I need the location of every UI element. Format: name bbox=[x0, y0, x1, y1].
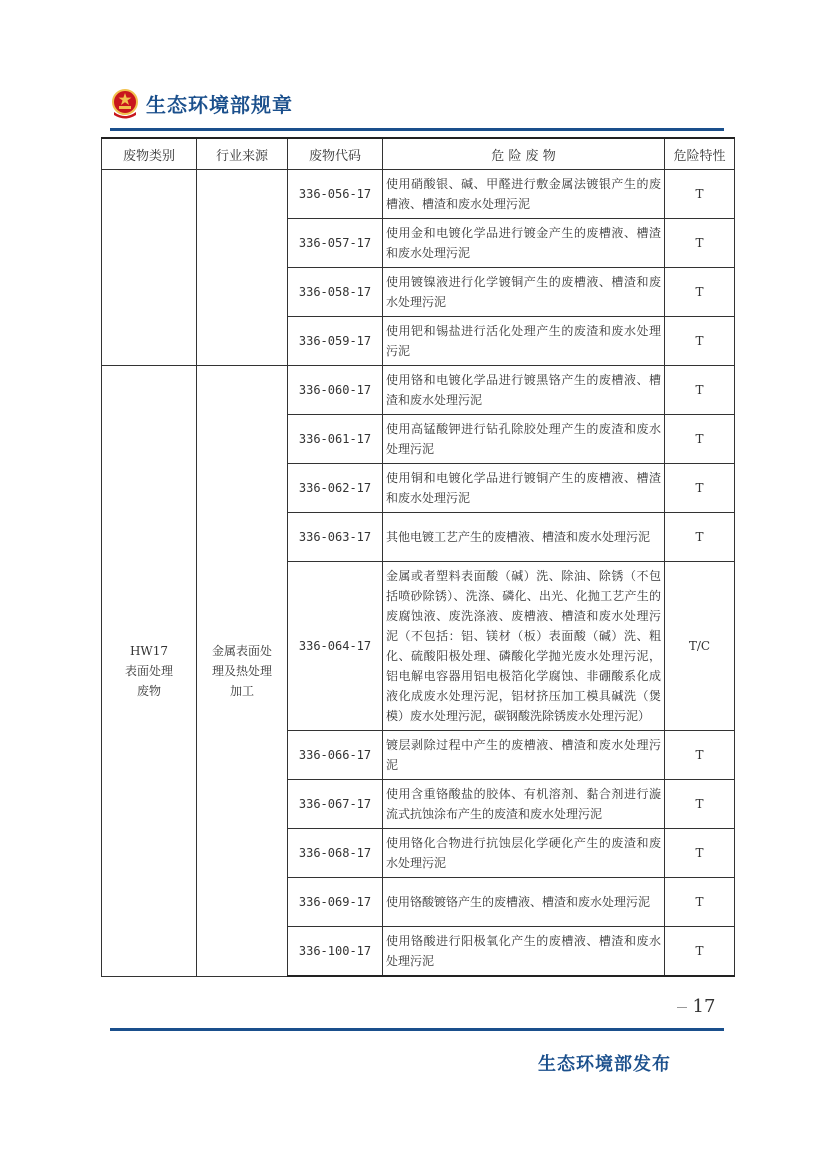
header-waste: 危 险 废 物 bbox=[383, 138, 665, 170]
header-rule bbox=[110, 128, 724, 131]
hazardous-waste-table bbox=[101, 137, 735, 977]
table-row bbox=[102, 366, 735, 415]
waste-code: 336-069-17 bbox=[288, 878, 383, 927]
footer-rule bbox=[110, 1028, 724, 1031]
hazard-property: T bbox=[665, 731, 735, 780]
hazard-property: T bbox=[665, 464, 735, 513]
hazard-property: T bbox=[665, 927, 735, 977]
waste-description: 使用铜和电镀化学品进行镀铜产生的废槽液、槽渣和废水处理污泥 bbox=[383, 464, 665, 513]
waste-description: 使用铬酸镀铬产生的废槽液、槽渣和废水处理污泥 bbox=[383, 878, 665, 927]
waste-code: 336-058-17 bbox=[288, 268, 383, 317]
waste-code: 336-057-17 bbox=[288, 219, 383, 268]
hazard-property: T bbox=[665, 170, 735, 219]
waste-code: 336-068-17 bbox=[288, 829, 383, 878]
waste-description: 使用钯和锡盐进行活化处理产生的废渣和废水处理污泥 bbox=[383, 317, 665, 366]
category-name-cont: 废物 bbox=[136, 683, 161, 698]
hazard-property: T bbox=[665, 878, 735, 927]
waste-description: 使用高锰酸钾进行钻孔除胶处理产生的废渣和废水处理污泥 bbox=[383, 415, 665, 464]
source-line: 加工 bbox=[229, 683, 254, 698]
hazard-property: T bbox=[665, 415, 735, 464]
waste-description: 镀层剥除过程中产生的废槽液、槽渣和废水处理污泥 bbox=[383, 731, 665, 780]
header-code: 废物代码 bbox=[288, 138, 383, 170]
waste-code: 336-100-17 bbox=[288, 927, 383, 977]
waste-description: 使用硝酸银、碱、甲醛进行敷金属法镀银产生的废槽液、槽渣和废水处理污泥 bbox=[383, 170, 665, 219]
waste-code: 336-062-17 bbox=[288, 464, 383, 513]
waste-description: 使用铬和电镀化学品进行镀黑铬产生的废槽液、槽渣和废水处理污泥 bbox=[383, 366, 665, 415]
footer-publisher: 生态环境部发布 bbox=[538, 1054, 671, 1075]
header-hazard: 危险特性 bbox=[665, 138, 735, 170]
waste-description: 使用含重铬酸盐的胶体、有机溶剂、黏合剂进行漩流式抗蚀涂布产生的废渣和废水处理污泥 bbox=[383, 780, 665, 829]
table-row bbox=[102, 170, 735, 219]
hazard-property: T bbox=[665, 366, 735, 415]
waste-code: 336-060-17 bbox=[288, 366, 383, 415]
waste-description: 使用镀镍液进行化学镀铜产生的废槽液、槽渣和废水处理污泥 bbox=[383, 268, 665, 317]
category-name: 表面处理 bbox=[124, 663, 173, 678]
waste-code: 336-067-17 bbox=[288, 780, 383, 829]
waste-category-cell bbox=[102, 366, 197, 977]
table-header-row bbox=[102, 138, 735, 170]
waste-code: 336-066-17 bbox=[288, 731, 383, 780]
hazard-property: T bbox=[665, 219, 735, 268]
waste-code: 336-064-17 bbox=[288, 562, 383, 731]
header-title: 生态环境部规章 bbox=[146, 93, 293, 117]
source-line: 理及热处理 bbox=[211, 663, 272, 678]
hazard-property: T bbox=[665, 268, 735, 317]
hazard-property: T bbox=[665, 317, 735, 366]
header-category: 废物类别 bbox=[102, 138, 197, 170]
waste-description: 使用金和电镀化学品进行镀金产生的废槽液、槽渣和废水处理污泥 bbox=[383, 219, 665, 268]
hazard-property: T bbox=[665, 829, 735, 878]
waste-code: 336-056-17 bbox=[288, 170, 383, 219]
hazard-property: T bbox=[665, 780, 735, 829]
waste-code: 336-063-17 bbox=[288, 513, 383, 562]
hazard-property: T/C bbox=[665, 562, 735, 731]
category-cell-continued bbox=[102, 170, 197, 366]
waste-code: 336-059-17 bbox=[288, 317, 383, 366]
waste-description: 使用铬化合物进行抗蚀层化学硬化产生的废渣和废水处理污泥 bbox=[383, 829, 665, 878]
category-code: HW17 bbox=[129, 643, 169, 658]
page-number: 17 bbox=[660, 996, 726, 1038]
waste-description: 金属或者塑料表面酸（碱）洗、除油、除锈（不包括喷砂除锈）、洗涤、磷化、出光、化抛工艺产生的废腐蚀液、废洗涤液、废槽液、槽渣和废水处理污泥（不包括：铝、镁材（板）表面酸（碱）洗、粗化、硫酸阳极处理、磷酸化学抛光废水处理污泥，铝电解电容器用铝电极箔化学腐蚀、非硼酸系化成液化成废水处理污泥，铝材挤压加工模具碱洗（煲模）废水处理污泥，碳钢酸洗除锈废水处理污泥） bbox=[383, 562, 665, 731]
hazard-property: T bbox=[665, 513, 735, 562]
waste-description: 其他电镀工艺产生的废槽液、槽渣和废水处理污泥 bbox=[383, 513, 665, 562]
header-source: 行业来源 bbox=[197, 138, 288, 170]
source-cell-continued bbox=[197, 170, 288, 366]
national-emblem-icon bbox=[111, 88, 139, 120]
waste-code: 336-061-17 bbox=[288, 415, 383, 464]
industry-source-cell bbox=[197, 366, 288, 977]
source-line: 金属表面处 bbox=[211, 643, 272, 658]
waste-description: 使用铬酸进行阳极氧化产生的废槽液、槽渣和废水处理污泥 bbox=[383, 927, 665, 977]
